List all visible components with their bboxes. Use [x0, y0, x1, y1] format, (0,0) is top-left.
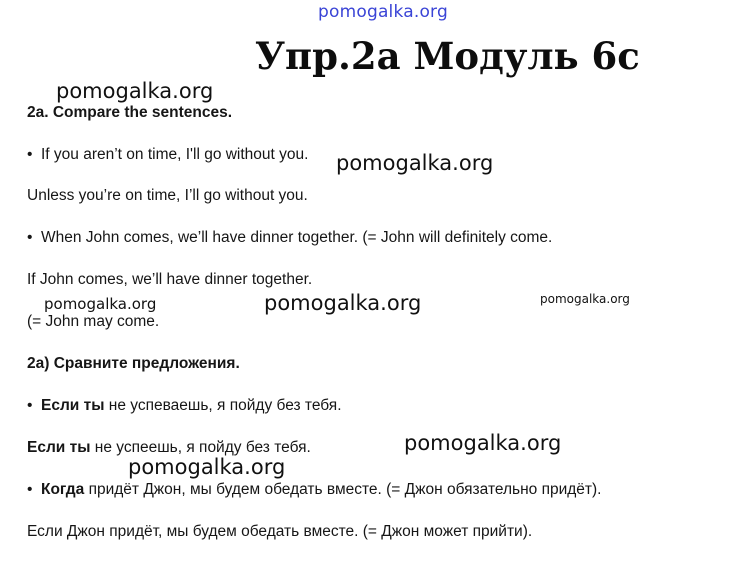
english-sentence-3 [27, 229, 552, 247]
english-sentence-4: If John comes, we’ll have dinner together. [27, 271, 313, 288]
watermark: pomogalka.org [56, 79, 214, 103]
watermark: pomogalka.org [264, 291, 422, 315]
bullet: • [27, 397, 33, 414]
bullet: • [27, 481, 33, 498]
english-sentence-1 [27, 146, 308, 164]
sentence-text: When John comes, we’ll have dinner together. (= John will definitely come. [41, 229, 553, 246]
russian-sentence-3 [27, 481, 601, 499]
sentence-text: не успеешь, я пойду без тебя. [90, 439, 311, 456]
russian-sentence-4: Если Джон придёт, мы будем обедать вместе. (= Джон может прийти). [27, 523, 533, 540]
english-heading: 2a. Compare the sentences. [27, 104, 233, 121]
watermark: pomogalka.org [540, 292, 630, 306]
russian-sentence-1 [27, 397, 342, 415]
sentence-bold: Если ты [27, 439, 91, 456]
watermark: pomogalka.org [128, 455, 286, 479]
english-sentence-5: (= John may come. [27, 313, 160, 330]
page-title: Упр.2a Модуль 6c [255, 34, 640, 78]
bullet: • [27, 146, 33, 163]
sentence-bold: Когда [41, 481, 85, 498]
russian-sentence-2 [27, 439, 311, 457]
watermark: pomogalka.org [404, 431, 562, 455]
bullet: • [27, 229, 33, 246]
sentence-text: If you aren’t on time, I'll go without you. [41, 146, 309, 163]
watermark: pomogalka.org [336, 151, 494, 175]
russian-heading: 2a) Сравните предложения. [27, 355, 240, 372]
sentence-text: не успеваешь, я пойду без тебя. [104, 397, 342, 414]
english-sentence-2: Unless you’re on time, I’ll go without you. [27, 187, 308, 204]
sentence-bold: Если ты [41, 397, 105, 414]
sentence-text: придёт Джон, мы будем обедать вместе. (= Джон обязательно придёт). [84, 481, 602, 498]
top-watermark: pomogalka.org [318, 2, 448, 22]
watermark: pomogalka.org [44, 295, 157, 313]
